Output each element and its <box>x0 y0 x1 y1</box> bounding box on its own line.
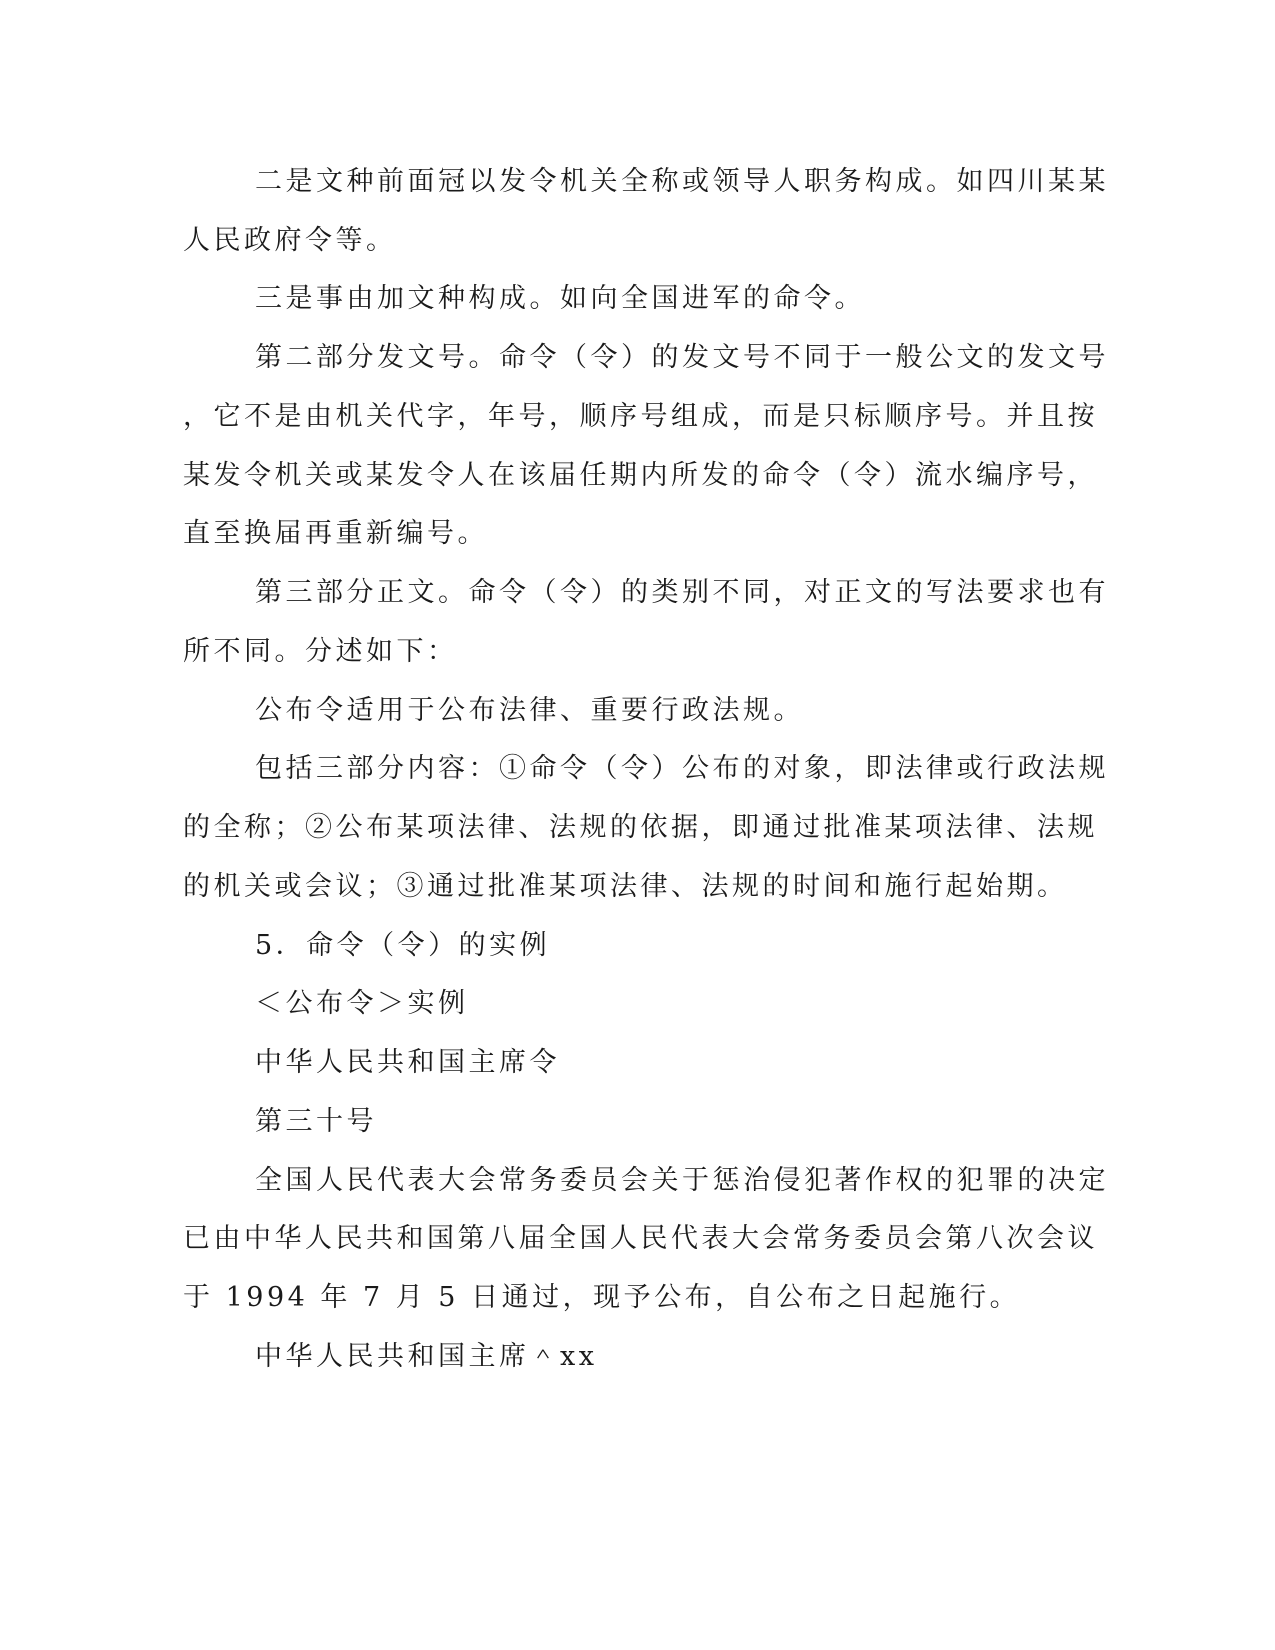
paragraph-line: 第三部分正文。命令（令）的类别不同，对正文的写法要求也有 <box>255 577 1109 608</box>
paragraph-line: 二是文种前面冠以发令机关全称或领导人职务构成。如四川某某 <box>255 166 1109 197</box>
paragraph-line: 三是事由加文种构成。如向全国进军的命令。 <box>255 283 865 314</box>
order-title: 中华人民共和国主席令 <box>255 1047 560 1078</box>
paragraph-line: 直至换届再重新编号。 <box>183 518 488 549</box>
paragraph-line: 于 1994 年 7 月 5 日通过，现予公布，自公布之日起施行。 <box>183 1282 1021 1313</box>
paragraph-line: 所不同。分述如下： <box>183 636 458 667</box>
signature-line: 中华人民共和国主席＾xx <box>255 1341 598 1372</box>
example-title: ＜公布令＞实例 <box>255 988 469 1019</box>
paragraph-line: 公布令适用于公布法律、重要行政法规。 <box>255 695 804 726</box>
paragraph-line: 的机关或会议；③通过批准某项法律、法规的时间和施行起始期。 <box>183 871 1068 902</box>
section-heading: 5．命令（令）的实例 <box>255 930 551 961</box>
paragraph-line: ，它不是由机关代字，年号，顺序号组成，而是只标顺序号。并且按 <box>183 401 1098 432</box>
paragraph-line: 的全称；②公布某项法律、法规的依据，即通过批准某项法律、法规 <box>183 812 1098 843</box>
paragraph-line: 全国人民代表大会常务委员会关于惩治侵犯著作权的犯罪的决定 <box>255 1165 1109 1196</box>
order-number: 第三十号 <box>255 1106 377 1137</box>
paragraph-line: 第二部分发文号。命令（令）的发文号不同于一般公文的发文号 <box>255 342 1109 373</box>
paragraph-line: 已由中华人民共和国第八届全国人民代表大会常务委员会第八次会议 <box>183 1223 1098 1254</box>
paragraph-line: 某发令机关或某发令人在该届任期内所发的命令（令）流水编序号， <box>183 460 1098 491</box>
paragraph-line: 包括三部分内容：①命令（令）公布的对象，即法律或行政法规 <box>255 753 1109 784</box>
paragraph-line: 人民政府令等。 <box>183 225 397 256</box>
